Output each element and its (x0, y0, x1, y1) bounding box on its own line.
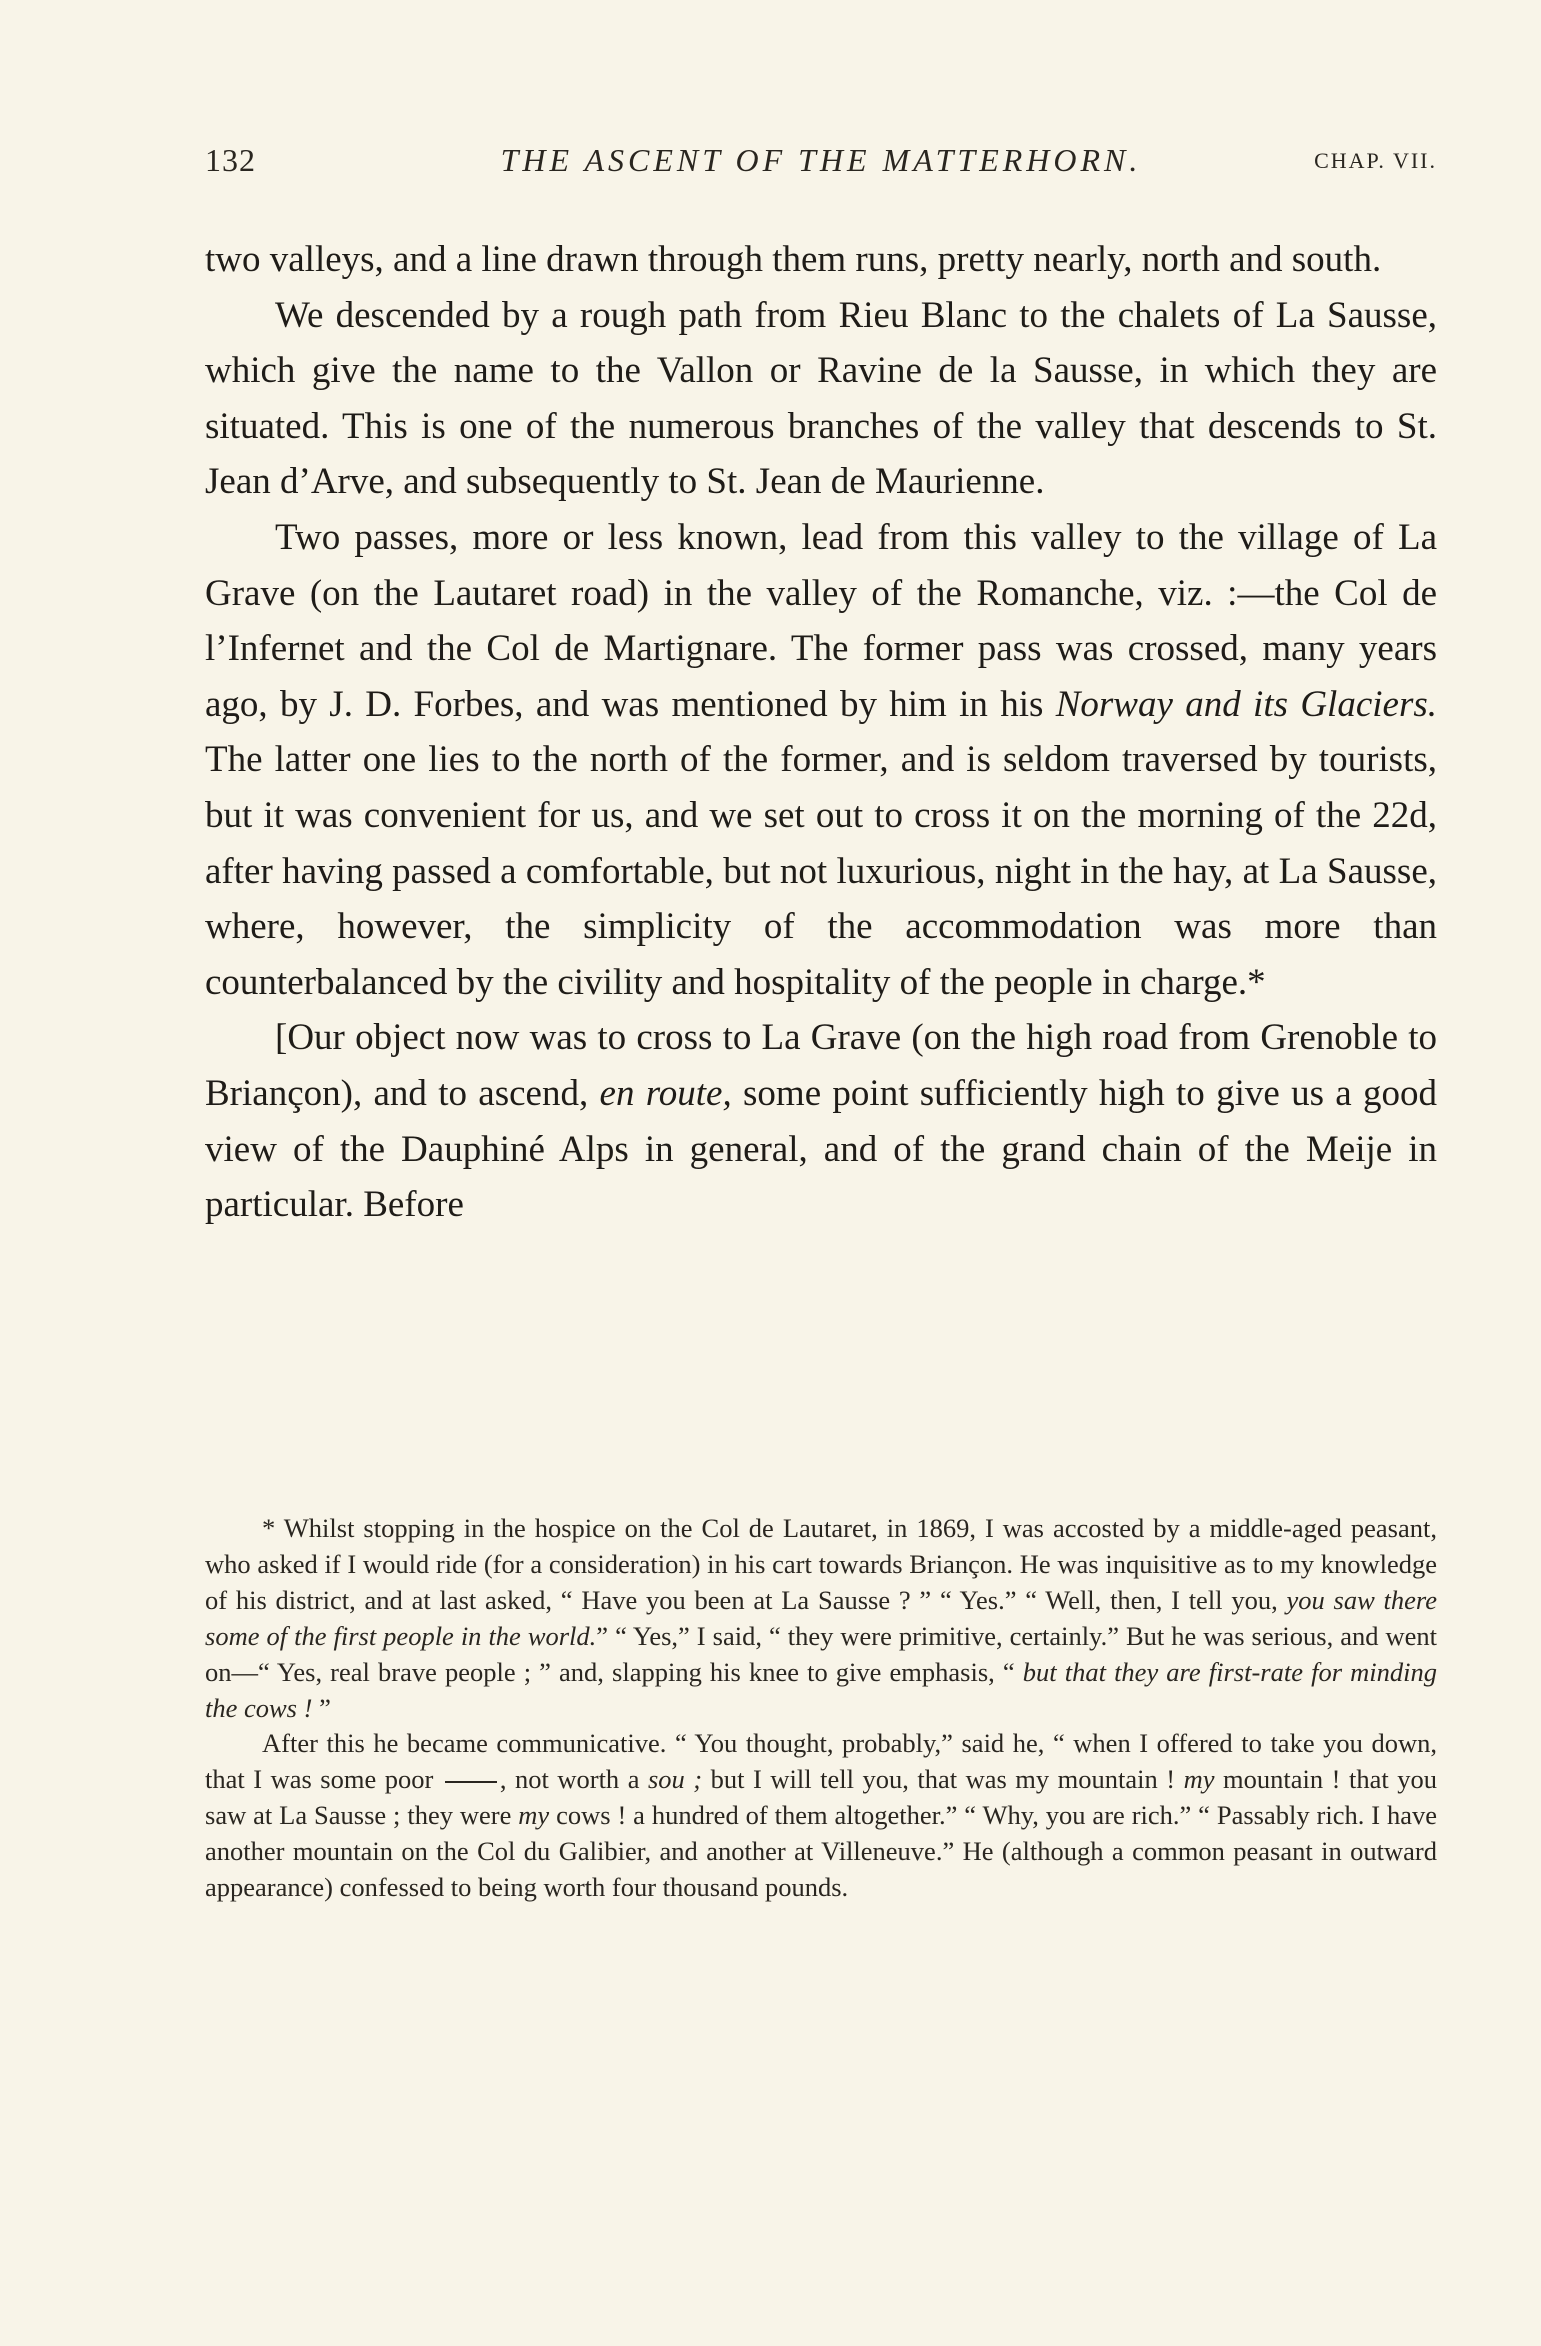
page-number: 132 (205, 142, 256, 178)
em-dash-rule (445, 1781, 497, 1783)
paragraph-2: We descended by a rough path from Rieu Blanc to the chalets of La Sausse, which give the name to the Vallon or Ravine de la Sausse, in which they are situated. This is one of the numerous branches of the valley that descends to St. Jean d’Arve, and subsequently to St. Jean de Maurienne. (205, 294, 1437, 503)
body-text (205, 232, 1437, 1233)
footnote-paragraph-2: After this he became communicative. “ You thought, probably,” said he, “ when I offered to take you down, that I was some poor , not worth a sou ; but I will tell you, that was my mountain ! my mountain ! that you saw at La Sausse ; they were my cows ! a hundred of them altogether.” “ Why, you are rich.” “ Passably rich. I have another mountain on the Col du Galibier, and another at Villeneuve.” He (although a common peasant in outward appearance) confessed to being worth four thousand pounds. (205, 1728, 1438, 1903)
en-route-phrase: en route, (599, 1072, 732, 1114)
chapter-label: CHAP. VII. (1314, 148, 1437, 173)
paragraph-3: Two passes, more or less known, lead from this valley to the village of La Grave (on the Lautaret road) in the valley of the Romanche, viz. :—the Col de l’Infernet and the Col de Martignare. The former pass was crossed, many years ago, by J. D. Forbes, and was mentioned by him in his Norway and its Glaciers. The latter one lies to the north of the former, and is seldom traversed by tourists, but it was convenient for us, and we set out to cross it on the morning of the 22d, after having passed a comfortable, but not luxurious, night in the hay, at La Sausse, where, however, the simplicity of the accommodation was more than counterbalanced by the civility and hospitality of the people in charge.* (205, 516, 1437, 1003)
footnote (205, 1511, 1437, 1906)
book-title: Norway and its Glaciers. (1055, 683, 1437, 725)
page-header (205, 142, 1437, 192)
running-title: THE ASCENT OF THE MATTERHORN. (500, 142, 1142, 178)
paragraph-1: two valleys, and a line drawn through them runs, pretty nearly, north and south. (205, 239, 1382, 280)
footnote-paragraph-1: * Whilst stopping in the hospice on the Col de Lautaret, in 1869, I was accosted by a middle-aged peasant, who asked if I would ride (for a consideration) in his cart towards Briançon. He was inquisitive as to my knowledge of his district, and at last asked, “ Have you been at La Sausse ? ” “ Yes.” “ Well, then, I tell you, you saw there some of the first people in the world.” “ Yes,” I said, “ they were primitive, certainly.” But he was serious, and went on—“ Yes, real brave people ; ” and, slapping his knee to give emphasis, “ but that they are first-rate for minding the cows ! ” (205, 1513, 1438, 1723)
paragraph-4: [Our object now was to cross to La Grave (on the high road from Grenoble to Briançon), and to ascend, en route, some point sufficiently high to give us a good view of the Dauphiné Alps in general, and of the grand chain of the Meije in particular. Before (205, 1017, 1437, 1226)
